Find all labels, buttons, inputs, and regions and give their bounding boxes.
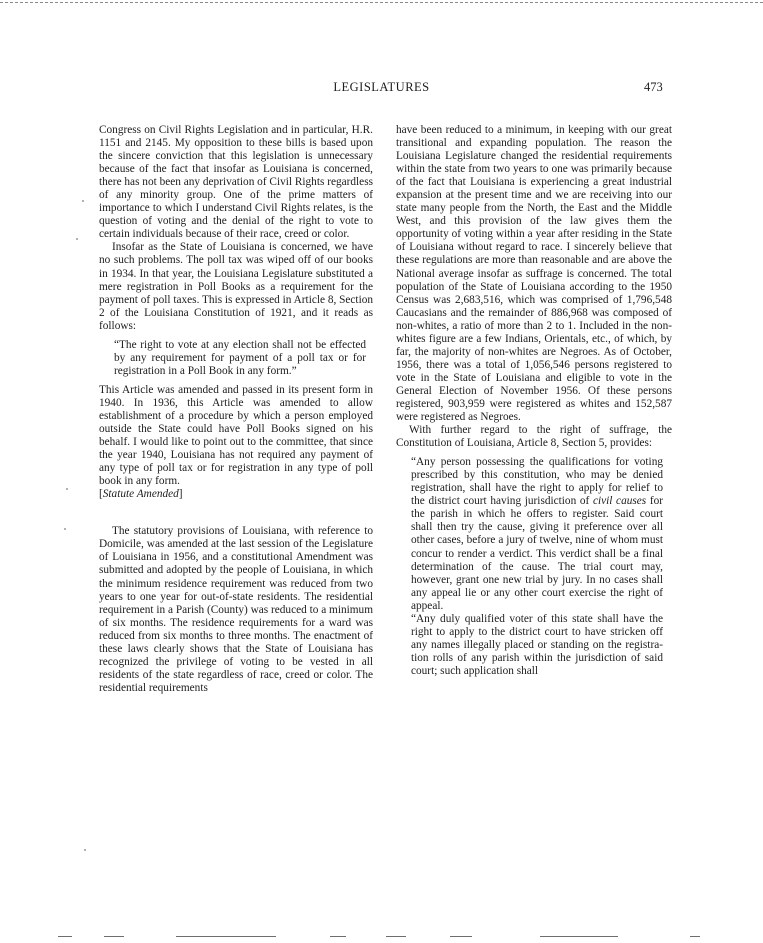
paragraph: Congress on Civil Rights Legislation and in particular, H.R. 1151 and 2145. My opposition to these bills is based upon the sincere conviction that this legislation is unnecessary because of the fact that insofar as Louisiana is concerned, there has not been any deprivation of Civil Rights regardless of any minority group. One of the prime matters of importance to which I understand Civil Rights relates, is the question of voting and the denial of the right to vote to certain individuals because of their race, creed or color. xyxy=(99,124,373,241)
scan-bottom-marks xyxy=(0,936,763,940)
section-heading xyxy=(99,488,373,501)
scan-mark xyxy=(104,936,124,937)
scan-mark xyxy=(386,936,406,937)
margin-speck xyxy=(64,528,66,530)
scan-mark xyxy=(58,936,72,937)
right-column xyxy=(396,124,672,684)
paragraph: This Article was amended and passed in its present form in 1940. In 1936, this Article was amended to allow establishment of a procedure by which a person employed outside the State could have Poll Books signed on his behalf. I would like to point out to the committee, that since the year 1940, Louisiana has not required any payment of any type of poll tax or for registration in any type of poll book in any form. xyxy=(99,383,373,488)
quote-text-part: “Any person possessing the qualifications for voting prescribed by this constitution, who may be denied registration, shall have the right to apply for relief to the district court having jurisdiction of xyxy=(411,456,663,508)
margin-speck xyxy=(84,849,86,851)
page-number: 473 xyxy=(644,80,663,94)
quote-text: “The right to vote at any election shall not be effected by any requirement for payment of a poll tax or for registration in a Poll Book in any form.” xyxy=(114,338,366,377)
margin-speck xyxy=(66,488,68,490)
quote-text: “Any duly qualified voter of this state shall have the right to apply to the district court to have stricken off any names illegally placed or standing on the registration rolls of any parish within the jurisdiction of said court; such application shall xyxy=(411,612,663,677)
block-quote xyxy=(411,456,663,678)
paragraph: Insofar as the State of Louisiana is concerned, we have no such problems. The poll tax was wiped off of our books in 1934. In that year, the Louisiana Legislature substituted a mere registration in Poll Books as a requirement for the payment of poll taxes. This is expressed in Article 8, Section 2 of the Louisiana Constitution of 1921, and it reads as follows: xyxy=(99,241,374,332)
margin-speck xyxy=(82,200,84,202)
quote-text xyxy=(411,456,663,613)
section-heading-close-bracket: ] xyxy=(178,488,183,501)
scan-mark xyxy=(330,936,346,937)
scan-mark xyxy=(450,936,472,937)
section-heading-open-bracket: [ xyxy=(99,488,103,501)
section-heading-text: Statute Amended xyxy=(102,488,179,501)
paragraph: have been reduced to a minimum, in keeping with our great transitional and expanding population. The reason the Louisiana Legislature changed the residential requirements within the state from two years to one was primarily because of the fact that Louisiana is experiencing a great industrial expansion at the present time and we are receiving into our state many people from the North, the East and the Middle West, and this provision of the law gives them the opportunity of voting within a year after residing in the State of Louisiana without regard to race. I sincerely believe that these regulations are more than reasonable and are above the National average insofar as suffrage is concerned. The total population of the State of Louisiana according to the 1950 Census was 2,683,516, which was comprised of 1,796,548 Caucasians and the remainder of 886,968 was composed of non-whites, a ratio of more than 2 to 1. Included in the non-whites figure are a few Indians, Orientals, etc., of which, by far, the majority of non-whites are Negroes. As of October, 1956, there was a total of 1,056,546 persons registered to vote in the State of Louisiana and eligible to vote in the General Election of November 1956. Of these persons registered, 903,959 were registered as whites and 152,587 were registered as Negroes. xyxy=(396,124,672,424)
quote-text-part: for the parish in which he offers to register. Said court shall then try the cause, giving it preference over all other cases, before a jury of twelve, nine of whom must concur to render a verdict. This verdict shall be a final determination of the cause. The trial court may, however, grant one new trial by jury. In no cases shall any appeal lie or any other court exercise the right of appeal. xyxy=(411,495,664,612)
block-quote xyxy=(114,339,366,378)
left-column xyxy=(99,124,373,695)
paragraph: The statutory provisions of Louisiana, with reference to Domicile, was amended at the last session of the Legislature of Louisiana in 1956, and a constitutional Amendment was submitted and adopted by the people of Louisiana, in which the minimum residence requirement was reduced from two years to one year for out-of-state residents. The residential requirement in a Parish (County) was reduced to a minimum of six months. The residence requirements for a ward was reduced from six months to three months. The enactment of these laws clearly shows that the State of Louisiana has recognized the privilege of voting to be vested in all residents of the state regardless of race, creed or color. The residential requirements xyxy=(99,525,373,694)
margin-speck xyxy=(76,238,78,240)
scan-mark xyxy=(176,936,276,937)
scan-mark xyxy=(540,936,618,937)
quote-emphasis: civil causes xyxy=(592,495,647,508)
running-head: LEGISLATURES xyxy=(333,80,430,94)
scan-mark xyxy=(690,936,700,937)
paragraph: With further regard to the right of suffrage, the Constitution of Louisiana, Article 8, Section 5, provides: xyxy=(396,424,672,450)
scan-top-border xyxy=(0,2,763,3)
